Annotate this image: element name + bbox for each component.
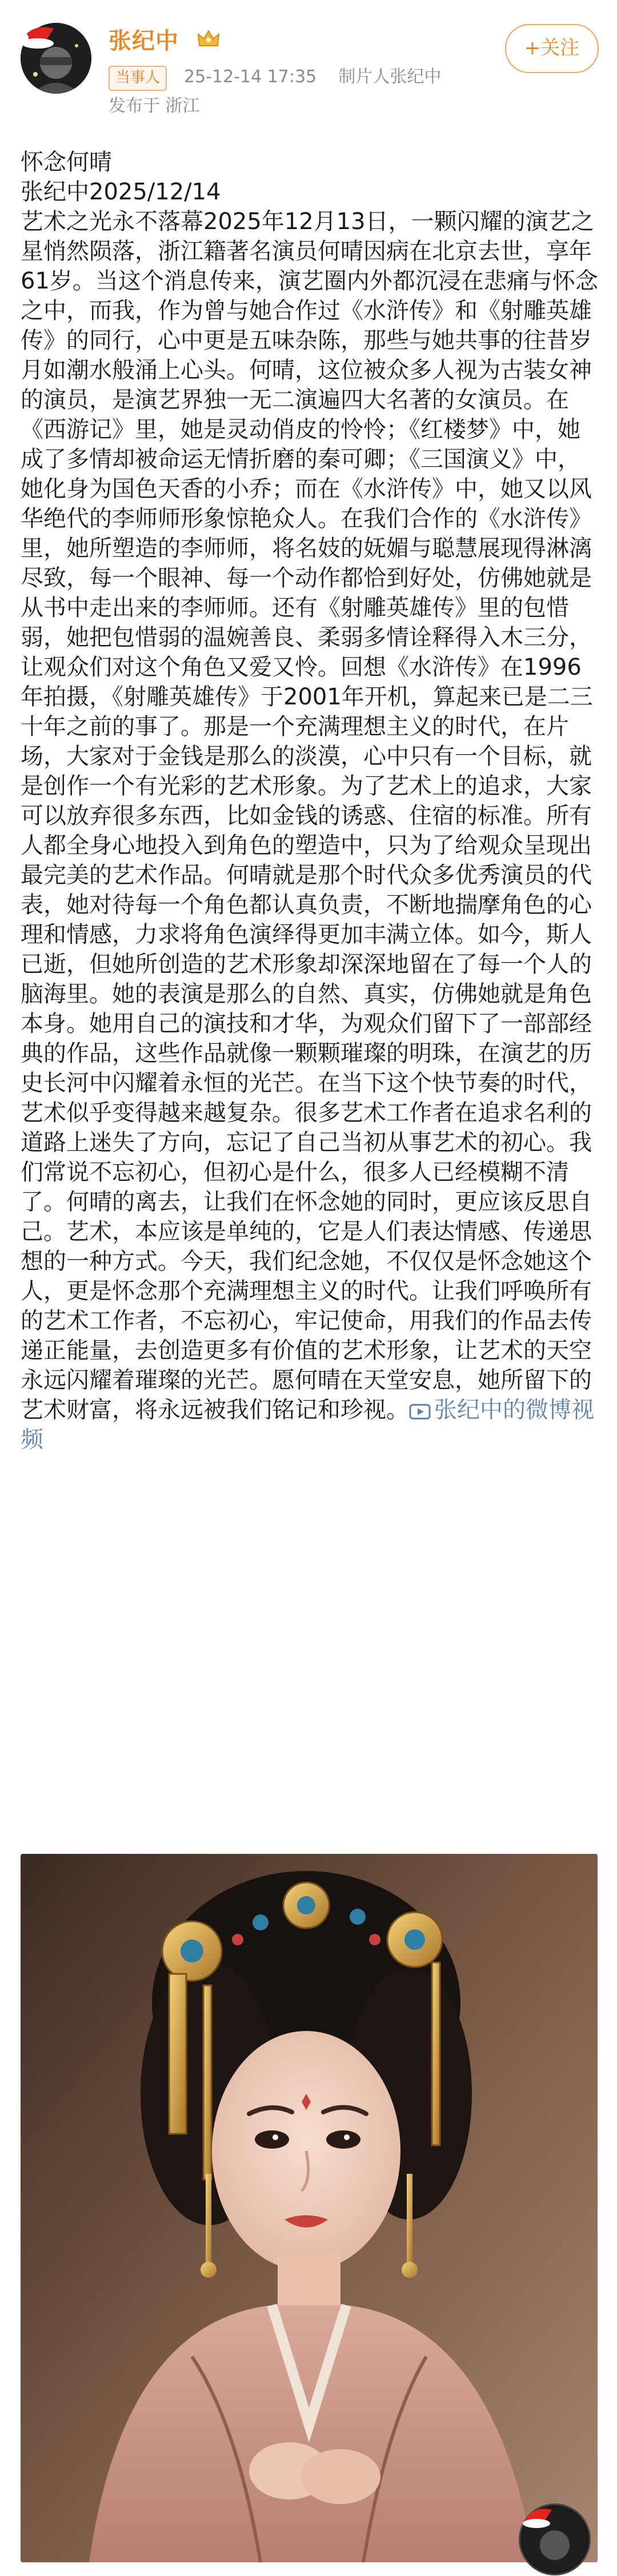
crown-icon	[197, 29, 220, 49]
post-body	[21, 147, 599, 1455]
author-name[interactable]: 张纪中	[109, 28, 179, 54]
video-link-label: 张纪中的微博视频	[21, 1397, 594, 1453]
avatar-icon	[21, 23, 91, 94]
post-content	[21, 207, 599, 1455]
post-byline: 张纪中2025/12/14	[21, 179, 221, 205]
avatar[interactable]	[21, 23, 91, 94]
portrait-photo	[21, 1854, 598, 2562]
post-title: 怀念何晴	[21, 149, 112, 175]
post-image[interactable]	[21, 1854, 598, 2562]
follow-button[interactable]: +关注	[505, 24, 599, 73]
post-header	[0, 0, 617, 120]
author-badge: 当事人	[109, 66, 167, 91]
post-location: 发布于 浙江	[109, 96, 200, 116]
post-meta	[184, 67, 441, 87]
watermark-avatar-icon	[520, 2505, 589, 2574]
author-description: 制片人张纪中	[338, 67, 442, 87]
post-timestamp: 25-12-14 17:35	[184, 67, 317, 87]
post-paragraph: 艺术之光永不落幕2025年12月13日，一颗闪耀的演艺之星悄然陨落，浙江籍著名演员何晴因病在北京去世，享年61岁。当这个消息传来，演艺圈内外都沉浸在悲痛与怀念之中，而我，作为曾与她合作过《水浒传》和《射雕英雄传》的同行，心中更是五味杂陈，那些与她共事的往昔岁月如潮水般涌上心头。何晴，这位被众多人视为古装女神的演员，是演艺界独一无二演遍四大名著的女演员。在《西游记》里，她是灵动俏皮的怜怜；《红楼梦》中，她成了多情却被命运无情折磨的秦可卿；《三国演义》中，她化身为国色天香的小乔；而在《水浒传》中，她又以风华绝代的李师师形象惊艳众人。在我们合作的《水浒传》里，她所塑造的李师师，将名妓的妩媚与聪慧展现得淋漓尽致，每一个眼神、每一个动作都恰到好处，仿佛她就是从书中走出来的李师师。还有《射雕英雄传》里的包惜弱，她把包惜弱的温婉善良、柔弱多情诠释得入木三分，让观众们对这个角色又爱又怜。回想《水浒传》在1996年拍摄，《射雕英雄传》于2001年开机，算起来已是二三十年之前的事了。那是一个充满理想主义的时代，在片场，大家对于金钱是那么的淡漠，心中只有一个目标，就是创作一个有光彩的艺术形象。为了艺术上的追求，大家可以放弃很多东西，比如金钱的诱惑、住宿的标准。所有人都全身心地投入到角色的塑造中，只为了给观众呈现出最完美的艺术作品。何晴就是那个时代众多优秀演员的代表，她对待每一个角色都认真负责，不断地揣摩角色的心理和情感，力求将角色演绎得更加丰满立体。如今，斯人已逝，但她所创造的艺术形象却深深地留在了每一个人的脑海里。她的表演是那么的自然、真实，仿佛她就是角色本身。她用自己的演技和才华，为观众们留下了一部部经典的作品，这些作品就像一颗颗璀璨的明珠，在演艺的历史长河中闪耀着永恒的光芒。在当下这个快节奏的时代，艺术似乎变得越来越复杂。很多艺术工作者在追求名利的道路上迷失了方向，忘记了自己当初从事艺术的初心。我们常说不忘初心，但初心是什么，很多人已经模糊不清了。何晴的离去，让我们在怀念她的同时，更应该反思自己。艺术，本应该是单纯的，它是人们表达情感、传递思想的一种方式。今天，我们纪念她，不仅仅是怀念她这个人，更是怀念那个充满理想主义的时代。让我们呼唤所有的艺术工作者，不忘初心，牢记使命，用我们的作品去传递正能量，去创造更多有价值的艺术形象，让艺术的天空永远闪耀着璀璨的光芒。愿何晴在天堂安息，她所留下的艺术财富，将永远被我们铭记和珍视。	[21, 209, 598, 1423]
corner-avatar-icon	[519, 2503, 591, 2575]
video-play-icon	[409, 1404, 431, 1420]
